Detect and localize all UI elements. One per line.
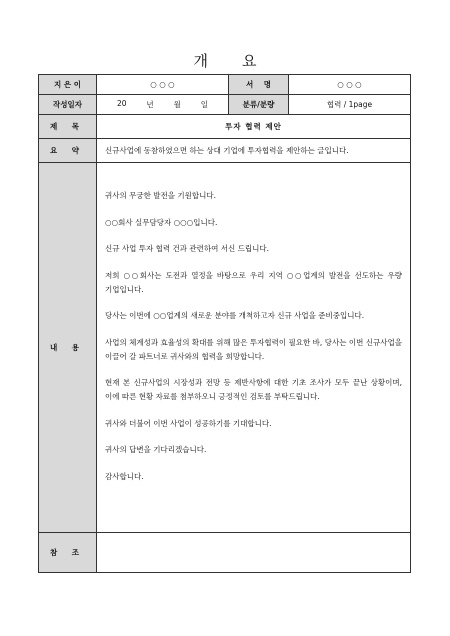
category-label: 분류/분량 <box>229 95 289 115</box>
summary-label: 요 약 <box>39 139 97 163</box>
summary-row <box>39 139 411 163</box>
content-paragraph: 사업의 체계성과 효율성의 확대를 위해 많은 투자협력이 필요한 바, 당사는 이번 신규사업을 이끌어 갈 파트너로 귀사와의 협력을 희망합니다. <box>105 337 402 361</box>
date-day-unit: 일 <box>200 100 209 109</box>
content-paragraph: 저희 ○○회사는 도전과 열정을 바탕으로 우리 지역 ○○업계의 발전을 선도하는 우량 기업입니다. <box>105 270 402 294</box>
subject-value[interactable]: 투자 협력 제안 <box>97 115 411 139</box>
signature-value[interactable]: ○ ○ ○ <box>289 75 411 95</box>
content-paragraph: 귀사의 답변을 기다리겠습니다. <box>105 445 207 454</box>
content-paragraph: 신규 사업 투자 협력 건과 관련하여 서신 드립니다. <box>105 244 269 253</box>
content-paragraph: 현재 본 신규사업의 시장성과 전망 등 제반사항에 대한 기초 조사가 모두 끝난 상황이며, 이에 따른 현황 자료를 첨부하오니 긍정적인 검토를 부탁드립니다. <box>105 378 402 401</box>
date-value[interactable] <box>97 95 229 115</box>
content-paragraph: 귀사와 더불어 이번 사업이 성공하기를 기대합니다. <box>105 418 272 428</box>
author-label: 지 은 이 <box>39 75 97 95</box>
title-char-2: 요 <box>242 52 257 70</box>
date-year-unit: 년 <box>146 100 154 109</box>
content-label: 내 용 <box>39 163 97 533</box>
date-year: 20 <box>116 99 127 108</box>
summary-value[interactable]: 신규사업에 동참하였으면 하는 상대 기업에 투자협력을 제안하는 글입니다. <box>97 139 411 163</box>
subject-label: 제 목 <box>39 115 97 139</box>
document-title <box>0 50 450 71</box>
title-char-1: 개 <box>193 52 208 70</box>
reference-value[interactable] <box>97 533 411 573</box>
date-label: 작성일자 <box>39 95 97 115</box>
content-paragraph: 감사합니다. <box>105 471 144 481</box>
reference-label: 참 조 <box>39 533 97 573</box>
reference-row <box>39 533 411 573</box>
content-row <box>39 163 411 533</box>
category-value[interactable]: 협력 / 1page <box>289 95 411 115</box>
signature-label: 서 명 <box>229 75 289 95</box>
date-month-unit: 월 <box>173 100 181 109</box>
content-paragraph: 당사는 이번에 ○○업계의 새로운 분야를 개척하고자 신규 사업을 준비중입니다. <box>105 311 365 320</box>
author-row <box>39 75 411 95</box>
content-body[interactable] <box>97 163 411 533</box>
content-paragraph: 귀사의 무궁한 발전을 기원합니다. <box>105 191 216 200</box>
overview-form <box>38 74 411 573</box>
date-row <box>39 95 411 115</box>
content-paragraph: ○○회사 실무담당자 ○○○입니다. <box>105 217 218 227</box>
subject-row <box>39 115 411 139</box>
author-value[interactable]: ○ ○ ○ <box>97 75 229 95</box>
